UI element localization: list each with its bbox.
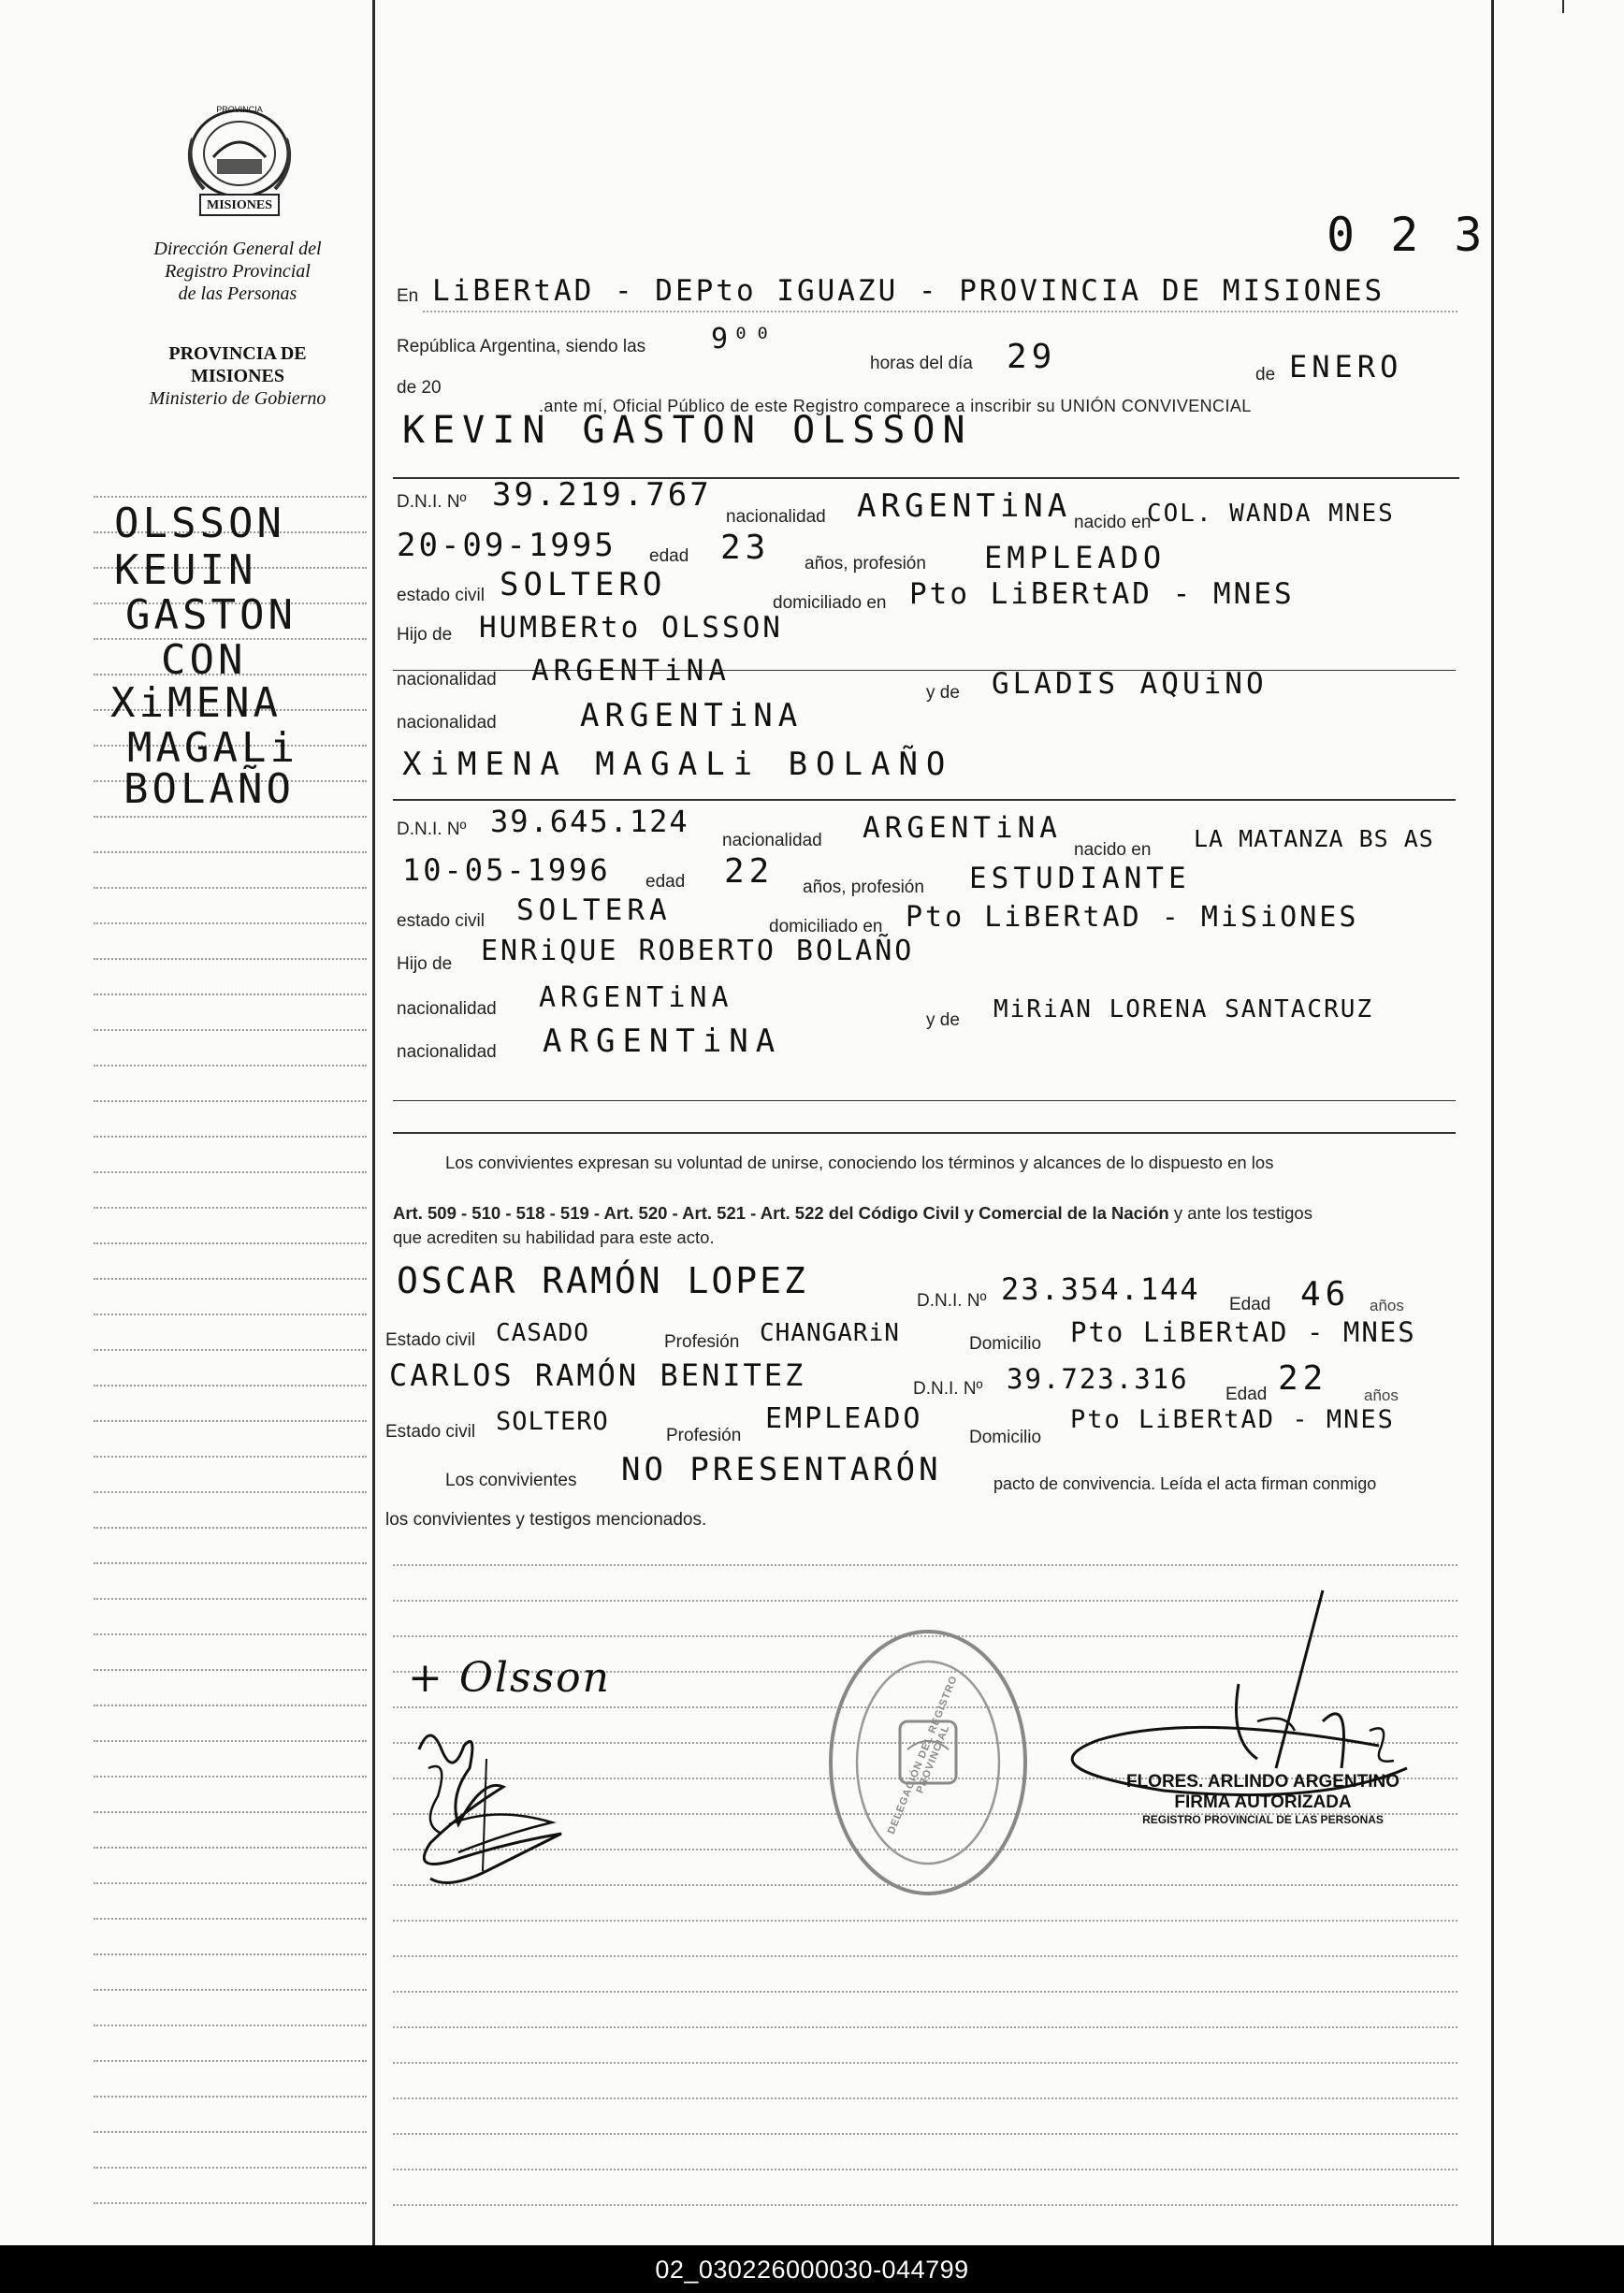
p1-dni: 39.219.767	[492, 476, 712, 514]
issuer-line-3: de las Personas	[178, 283, 297, 304]
authorized-signature-stamp	[1123, 1772, 1403, 1826]
province-line-2: MISIONES	[190, 366, 285, 386]
pact-label-2: pacto de convivencia. Leída el acta firman conmigo	[993, 1474, 1377, 1493]
pact-label-1: Los convivientes	[445, 1471, 577, 1490]
p2-edad-label: edad	[645, 872, 686, 892]
body-dotted-line	[393, 1955, 1457, 1957]
folio-number: 0 2 3	[1327, 208, 1486, 262]
right-margin-line	[1491, 0, 1494, 2245]
margin-dotted-line	[94, 2167, 367, 2169]
p2-domicilio: Pto LiBERtAD - MiSiONES	[906, 901, 1359, 934]
p1-dni-label: D.N.I. Nº	[397, 492, 467, 512]
ministry-line: Ministerio de Gobierno	[149, 388, 326, 409]
province-crest-logo	[176, 101, 303, 223]
comparece-label: .ante mí, Oficial Público de este Registro comparece a inscribir su UNIÓN CONVIVENCIAL	[539, 397, 1252, 415]
body-dotted-line	[393, 2204, 1457, 2206]
margin-dotted-line	[94, 1242, 367, 1244]
p1-nacido-label: nacido en	[1074, 513, 1152, 532]
p1-domicilio: Pto LiBERtAD - MNES	[909, 577, 1295, 611]
crest-top-text: PROVINCIA	[216, 105, 263, 114]
person1-fullname: KEVIN GASTON OLSSON	[402, 409, 973, 452]
p1-yde-label: y de	[926, 683, 960, 703]
republica-label: República Argentina, siendo las	[397, 337, 646, 356]
p2-hijo-label: Hijo de	[397, 954, 453, 974]
p1-nacionalidad-label: nacionalidad	[726, 507, 826, 527]
province-line-1: PROVINCIA DE	[168, 343, 307, 364]
p1-nac-padre: ARGENTiNA	[531, 654, 731, 688]
act-day: 29	[1007, 338, 1057, 376]
act-month: ENERO	[1289, 349, 1403, 385]
w1-estado-label: Estado civil	[385, 1330, 476, 1350]
margin-dotted-line	[94, 1207, 367, 1209]
w2-estado-label: Estado civil	[385, 1422, 476, 1442]
p2-edad: 22	[724, 852, 775, 891]
margin-dotted-line	[94, 851, 367, 853]
page-edge-line	[1562, 0, 1564, 13]
w2-dni: 39.723.316	[1007, 1363, 1189, 1395]
left-margin-line	[372, 0, 375, 2245]
p1-estado-label: estado civil	[397, 586, 485, 605]
crest-banner-text: MISIONES	[206, 198, 273, 212]
p2-nac-padre: ARGENTiNA	[539, 981, 733, 1014]
p2-madre: MiRiAN LORENA SANTACRUZ	[993, 995, 1374, 1023]
act-place: LiBERtAD - DEPto IGUAZU - PROVINCIA DE MISIONES	[432, 274, 1385, 308]
margin-dotted-line	[94, 1989, 367, 1991]
w2-edad-label: Edad	[1225, 1385, 1268, 1404]
p2-anos-label: años, profesión	[803, 878, 924, 897]
w1-estado: CASADO	[496, 1319, 589, 1347]
margin-dotted-line	[94, 1313, 367, 1315]
w1-profesion: CHANGARiN	[760, 1319, 900, 1347]
issuer-line-1: Dirección General del	[153, 239, 322, 259]
body-dotted-line	[393, 2026, 1457, 2028]
p2-yde-label: y de	[926, 1010, 960, 1030]
p1-estado: SOLTERO	[500, 566, 667, 603]
margin-name-4: CON	[161, 636, 247, 684]
province-block	[116, 342, 359, 410]
margin-dotted-line	[94, 1598, 367, 1600]
en-label: En	[397, 286, 419, 306]
margin-dotted-line	[94, 1776, 367, 1778]
margin-dotted-line	[94, 2025, 367, 2026]
margin-dotted-line	[94, 816, 367, 818]
margin-dotted-line	[94, 1882, 367, 1884]
body-dotted-line	[393, 2097, 1457, 2099]
round-stamp-text: DELEGACIÓN DEL REGISTRO PROVINCIAL	[885, 1674, 961, 1836]
horas-label: horas del día	[870, 354, 973, 373]
margin-dotted-line	[94, 2096, 367, 2097]
year-label: de 20	[397, 378, 442, 398]
margin-name-5: XiMENA	[110, 679, 282, 727]
person2-fullname: XiMENA MAGALi BOLAÑO	[402, 746, 954, 783]
p2-dni: 39.645.124	[490, 804, 689, 839]
w2-profesion: EMPLEADO	[765, 1402, 923, 1435]
p1-anos-label: años, profesión	[805, 554, 926, 573]
body-dotted-line	[393, 2133, 1457, 2135]
issuer-block	[116, 238, 359, 305]
p2-nac-madre-label: nacionalidad	[397, 1042, 497, 1062]
w1-dni: 23.354.144	[1001, 1271, 1200, 1307]
rule-person2-name	[393, 799, 1456, 801]
w1-edad-label: Edad	[1229, 1295, 1271, 1314]
margin-dotted-line	[94, 1420, 367, 1422]
footer-document-id: 02_030226000030-044799	[655, 2256, 969, 2284]
p1-madre: GLADIS AQUiNO	[992, 667, 1268, 701]
p2-profesion: ESTUDIANTE	[969, 862, 1191, 895]
margin-dotted-line	[94, 496, 367, 498]
legal-line-2-rest: y ante los testigos	[1168, 1203, 1312, 1223]
p2-dni-label: D.N.I. Nº	[397, 820, 467, 839]
margin-dotted-line	[94, 1953, 367, 1955]
p1-nac-padre-label: nacionalidad	[397, 670, 497, 689]
margin-dotted-line	[94, 1349, 367, 1351]
p1-nacido: COL. WANDA MNES	[1147, 500, 1395, 528]
w1-domicilio-label: Domicilio	[969, 1334, 1042, 1354]
w1-edad: 46	[1300, 1275, 1351, 1313]
margin-dotted-line	[94, 1918, 367, 1920]
w2-edad: 22	[1278, 1359, 1328, 1398]
de-label: de	[1255, 365, 1276, 385]
margin-dotted-line	[94, 887, 367, 889]
legal-line-1: Los convivientes expresan su voluntad de unirse, conociendo los términos y alcances de lo dispuesto en los	[445, 1153, 1274, 1172]
w2-name: CARLOS RAMÓN BENITEZ	[389, 1357, 806, 1393]
act-hour: 9⁰⁰	[711, 323, 776, 356]
p1-edad-label: edad	[649, 546, 689, 566]
w2-dni-label: D.N.I. Nº	[913, 1379, 983, 1399]
p1-nacionalidad: ARGENTiNA	[857, 487, 1072, 525]
margin-dotted-line	[94, 994, 367, 995]
legal-articles: Art. 509 - 510 - 518 - 519 - Art. 520 - Art. 521 - Art. 522 del Código Civil y Comercial de la Nación	[393, 1203, 1169, 1223]
body-dotted-line	[393, 1991, 1457, 1993]
w2-anos-label: años	[1364, 1386, 1399, 1404]
p2-nac-padre-label: nacionalidad	[397, 999, 497, 1019]
margin-dotted-line	[94, 1811, 367, 1813]
olsson-signature: + Olsson	[408, 1654, 611, 1702]
p1-nac-madre-label: nacionalidad	[397, 713, 497, 733]
p1-edad: 23	[720, 529, 771, 567]
w1-name: OSCAR RAMÓN LOPEZ	[397, 1260, 808, 1301]
p2-padre: ENRiQUE ROBERTO BOLAÑO	[481, 935, 915, 967]
round-registry-stamp	[825, 1624, 1031, 1901]
margin-dotted-line	[94, 1705, 367, 1706]
p1-birth: 20-09-1995	[397, 527, 616, 564]
w1-profesion-label: Profesión	[664, 1332, 740, 1352]
body-dotted-line	[393, 2062, 1457, 2064]
p1-hijo-label: Hijo de	[397, 625, 453, 645]
margin-dotted-line	[94, 2131, 367, 2133]
p2-domicilio-label: domiciliado en	[769, 917, 883, 936]
p1-profesion: EMPLEADO	[984, 540, 1167, 575]
margin-dotted-line	[94, 1633, 367, 1635]
margin-name-3: GASTON	[125, 591, 297, 639]
margin-name-6: MAGALi	[127, 724, 298, 772]
margin-dotted-line	[94, 1740, 367, 1742]
margin-name-1: OLSSON	[114, 500, 285, 547]
margin-dotted-line	[94, 1171, 367, 1173]
rule-person2-end-1	[393, 1100, 1456, 1101]
p2-estado-label: estado civil	[397, 911, 485, 931]
margin-dotted-line	[94, 1029, 367, 1031]
p2-nacido: LA MATANZA BS AS	[1194, 825, 1434, 852]
margin-dotted-line	[94, 2060, 367, 2062]
margin-dotted-line	[94, 1669, 367, 1671]
pact-value: NO PRESENTARÓN	[621, 1451, 942, 1488]
margin-dotted-line	[94, 1562, 367, 1564]
w1-dni-label: D.N.I. Nº	[917, 1291, 987, 1311]
p1-domicilio-label: domiciliado en	[773, 593, 887, 613]
margin-dotted-line	[94, 1278, 367, 1280]
margin-name-2: KEUIN	[114, 546, 257, 594]
place-dotted-line	[423, 311, 1457, 312]
margin-dotted-line	[94, 1100, 367, 1102]
p2-nacionalidad: ARGENTiNA	[863, 811, 1062, 845]
margin-dotted-line	[94, 1847, 367, 1849]
w2-profesion-label: Profesión	[666, 1426, 742, 1445]
w1-anos-label: años	[1370, 1297, 1404, 1314]
margin-dotted-line	[94, 1136, 367, 1138]
body-dotted-line	[393, 2169, 1457, 2170]
p1-padre: HUMBERto OLSSON	[479, 611, 783, 645]
stamp-registry: REGISTRO PROVINCIAL DE LAS PERSONAS	[1142, 1813, 1384, 1826]
p2-nacionalidad-label: nacionalidad	[722, 831, 822, 850]
w1-domicilio: Pto LiBERtAD - MNES	[1070, 1316, 1416, 1348]
margin-name-7: BOLAÑO	[123, 765, 295, 813]
w2-estado: SOLTERO	[496, 1407, 609, 1436]
p1-nac-madre: ARGENTiNA	[580, 697, 804, 734]
body-dotted-line	[393, 1920, 1457, 1922]
p2-birth: 10-05-1996	[402, 852, 611, 888]
margin-dotted-line	[94, 922, 367, 924]
p2-nacido-label: nacido en	[1074, 840, 1152, 860]
margin-dotted-line	[94, 1456, 367, 1458]
stamp-authorized: FIRMA AUTORIZADA	[1174, 1792, 1352, 1812]
w2-domicilio-label: Domicilio	[969, 1428, 1042, 1447]
margin-dotted-line	[94, 1491, 367, 1493]
margin-dotted-line	[94, 2202, 367, 2204]
scribble-signature	[393, 1712, 599, 1899]
margin-dotted-line	[94, 1527, 367, 1529]
p2-nac-madre: ARGENTiNA	[543, 1023, 783, 1060]
legal-line-2	[393, 1203, 1312, 1224]
legal-line-3: que acrediten su habilidad para este acto.	[393, 1227, 715, 1247]
rule-person2-end-2	[393, 1132, 1456, 1134]
body-dotted-line	[393, 1564, 1457, 1566]
w2-domicilio: Pto LiBERtAD - MNES	[1070, 1405, 1395, 1434]
footer-bar	[0, 2245, 1624, 2293]
p2-estado: SOLTERA	[516, 893, 672, 927]
pact-line-2: los convivientes y testigos mencionados.	[385, 1510, 707, 1530]
issuer-line-2: Registro Provincial	[165, 261, 311, 282]
margin-dotted-line	[94, 1385, 367, 1386]
margin-dotted-line	[94, 1065, 367, 1067]
stamp-official-name: FLORES. ARLINDO ARGENTINO	[1125, 1772, 1400, 1792]
margin-dotted-line	[94, 958, 367, 960]
